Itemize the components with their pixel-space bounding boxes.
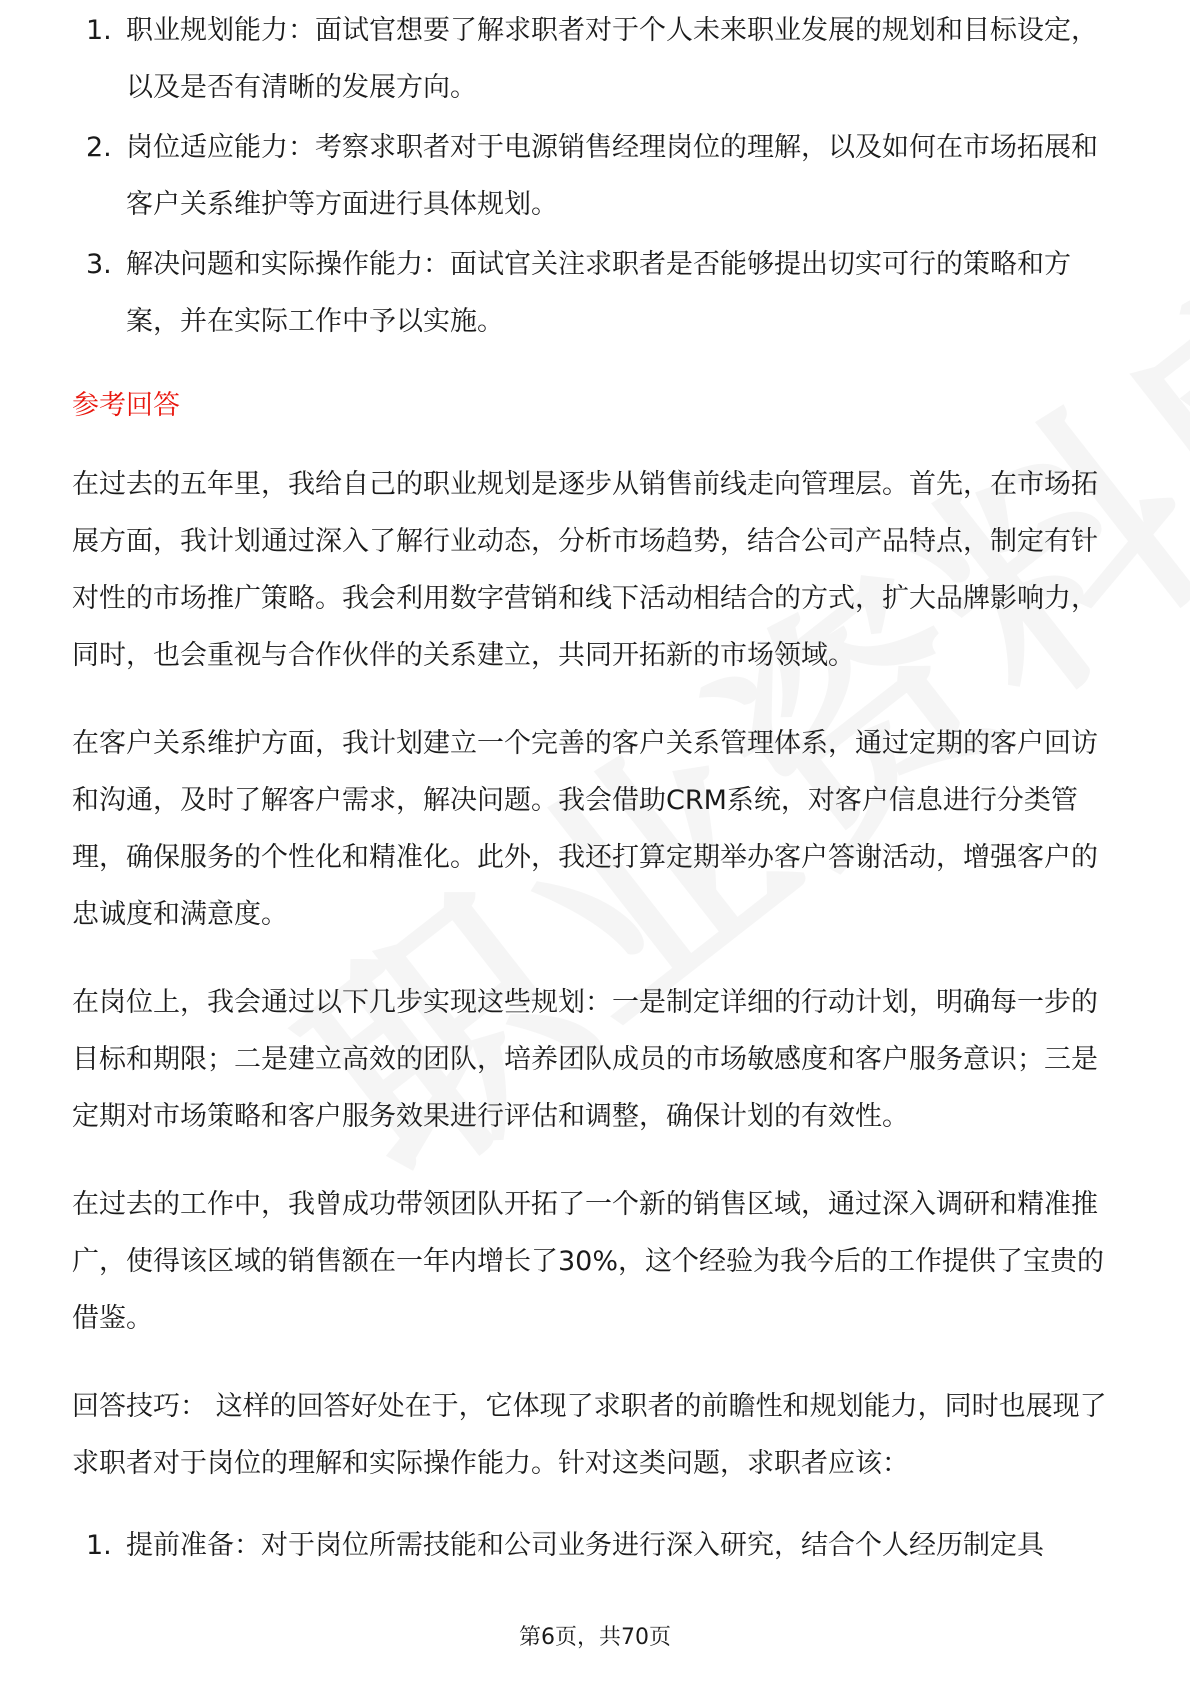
list-item (72, 2, 1124, 116)
list-item-text: 解决问题和实际操作能力：面试官关注求职者是否能够提出切实可行的策略和方案，并在实际工作中予以实施。 (126, 249, 1071, 337)
list-number: 1. (86, 15, 112, 46)
answer-paragraph: 在岗位上，我会通过以下几步实现这些规划：一是制定详细的行动计划，明确每一步的目标和期限；二是建立高效的团队，培养团队成员的市场敏感度和客户服务意识；三是定期对市场策略和客户服务效果进行评估和调整，确保计划的有效性。 (72, 987, 1098, 1132)
bottom-numbered-list (72, 1517, 1124, 1574)
list-number: 2. (86, 132, 112, 163)
section-title: 参考回答 (72, 390, 180, 421)
list-item (72, 236, 1124, 350)
answer-paragraph: 在过去的五年里，我给自己的职业规划是逐步从销售前线走向管理层。首先，在市场拓展方面，我计划通过深入了解行业动态，分析市场趋势，结合公司产品特点，制定有针对性的市场推广策略。我会利用数字营销和线下活动相结合的方式，扩大品牌影响力，同时，也会重视与合作伙伴的关系建立，共同开拓新的市场领域。 (72, 469, 1098, 671)
list-item-text: 岗位适应能力：考察求职者对于电源销售经理岗位的理解，以及如何在市场拓展和客户关系维护等方面进行具体规划。 (126, 132, 1098, 220)
list-number: 1. (86, 1530, 112, 1561)
page-content (72, 15, 1124, 1577)
tips-paragraph: 回答技巧： 这样的回答好处在于，它体现了求职者的前瞻性和规划能力，同时也展现了求职者对于岗位的理解和实际操作能力。针对这类问题，求职者应该： (72, 1391, 1107, 1479)
list-item (72, 1517, 1124, 1574)
answer-paragraph: 在过去的工作中，我曾成功带领团队开拓了一个新的销售区域，通过深入调研和精准推广，使得该区域的销售额在一年内增长了30%，这个经验为我今后的工作提供了宝贵的借鉴。 (72, 1189, 1105, 1334)
answer-paragraph: 在客户关系维护方面，我计划建立一个完善的客户关系管理体系，通过定期的客户回访和沟通，及时了解客户需求，解决问题。我会借助CRM系统，对客户信息进行分类管理，确保服务的个性化和精准化。此外，我还打算定期举办客户答谢活动，增强客户的忠诚度和满意度。 (72, 728, 1098, 930)
list-item-text: 提前准备：对于岗位所需技能和公司业务进行深入研究，结合个人经历制定具 (126, 1530, 1044, 1561)
top-numbered-list (72, 2, 1124, 350)
page-footer: 第6页，共70页 (519, 1625, 671, 1650)
list-number: 3. (86, 249, 112, 280)
list-item-text: 职业规划能力：面试官想要了解求职者对于个人未来职业发展的规划和目标设定，以及是否有清晰的发展方向。 (126, 15, 1098, 103)
list-item (72, 119, 1124, 233)
